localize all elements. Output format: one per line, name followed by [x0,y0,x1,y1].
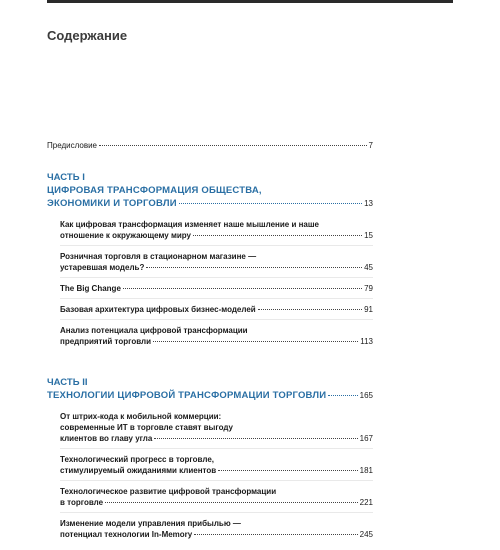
chapter-title-text: потенциал технологии In-Memory [60,530,193,539]
toc-chapter-entry[interactable] [60,298,373,319]
chapter-title-line [60,283,373,294]
chapter-title-line [60,219,373,230]
toc-page-number: 167 [359,434,373,443]
chapter-title-line [60,251,373,262]
part-title[interactable] [47,184,373,197]
toc-entry-preface[interactable] [47,140,373,151]
part-title-text: ЦИФРОВАЯ ТРАНСФОРМАЦИЯ ОБЩЕСТВА, [47,185,262,196]
chapter-title-line [60,529,373,540]
dot-leader [123,288,362,289]
toc-page-number: 7 [368,141,373,150]
toc-page-number: 79 [364,284,373,293]
toc-page-number: 91 [364,305,373,314]
chapter-list [47,214,373,351]
chapter-title-line [60,422,373,433]
toc-page-number: 113 [360,337,373,346]
chapter-title-text: Технологический прогресс в торговле, [60,455,215,464]
toc-page-number: 45 [364,263,373,272]
toc-page-number: 221 [359,498,373,507]
toc-chapter-entry[interactable] [60,480,373,512]
part-title[interactable] [47,197,373,210]
toc-entry-title: Предисловие [47,141,97,150]
dot-leader [179,203,362,204]
toc-chapter-entry[interactable] [60,245,373,277]
chapter-title-text: стимулируемый ожиданиями клиентов [60,466,217,475]
chapter-title-line [60,454,373,465]
chapter-title-text: в торговле [60,498,104,507]
chapter-title-line [60,486,373,497]
toc-parts [47,172,373,544]
toc-chapter-entry[interactable] [60,512,373,544]
toc-chapter-entry[interactable] [60,214,373,245]
chapter-title-line [60,433,373,444]
dot-leader [193,235,362,236]
toc-chapter-entry[interactable] [60,319,373,351]
toc-chapter-entry[interactable] [60,448,373,480]
chapter-title-text: От штрих-кода к мобильной коммерции: [60,412,222,421]
chapter-title-line [60,325,373,336]
chapter-title-text: Розничная торговля в стационарном магазине — [60,252,257,261]
dot-leader [328,395,357,396]
chapter-list [47,406,373,544]
table-of-contents [47,140,373,550]
dot-leader [153,341,358,342]
top-rule [47,0,453,3]
chapter-title-line [60,497,373,508]
chapter-title-text: клиентов во главу угла [60,434,153,443]
chapter-title-line [60,230,373,241]
dot-leader [154,438,357,439]
chapter-title-text: устаревшая модель? [60,263,145,272]
part-title-text: ТЕХНОЛОГИИ ЦИФРОВОЙ ТРАНСФОРМАЦИИ ТОРГОВЛИ [47,390,327,401]
part-label: ЧАСТЬ II [47,377,88,388]
chapter-title-text: Изменение модели управления прибылью — [60,519,241,528]
part-title-text: ЭКОНОМИКИ И ТОРГОВЛИ [47,198,177,209]
chapter-title-text: Базовая архитектура цифровых бизнес-моделей [60,305,256,314]
dot-leader [258,309,362,310]
toc-chapter-entry[interactable] [60,406,373,448]
chapter-title-text: Технологическое развитие цифровой трансформации [60,487,277,496]
part-label: ЧАСТЬ I [47,172,85,183]
toc-chapter-entry[interactable] [60,277,373,298]
chapter-title-line [60,465,373,476]
chapter-title-text: отношение к окружающему миру [60,231,192,240]
toc-page-number: 15 [364,231,373,240]
toc-page-number: 13 [364,199,373,208]
part-title[interactable] [47,389,373,402]
toc-page-number: 165 [359,391,373,400]
chapter-title-text: предприятий торговли [60,337,152,346]
chapter-title-line [60,518,373,529]
toc-page-number: 245 [359,530,373,539]
chapter-title-text: Как цифровая трансформация изменяет наше мышление и наше [60,220,319,229]
toc-part-1 [47,172,373,351]
dot-leader [99,145,367,146]
toc-page-number: 181 [359,466,373,475]
chapter-title-text: современные ИТ в торговле ставят выгоду [60,423,233,432]
page-title: Содержание [47,28,128,43]
chapter-title-line [60,411,373,422]
chapter-title-line [60,304,373,315]
dot-leader [218,470,357,471]
chapter-title-line [60,336,373,347]
toc-part-2 [47,377,373,544]
chapter-title-text: The Big Change [60,284,121,293]
dot-leader [105,502,358,503]
dot-leader [194,534,357,535]
chapter-title-text: Анализ потенциала цифровой трансформации [60,326,248,335]
chapter-title-line [60,262,373,273]
dot-leader [146,267,362,268]
